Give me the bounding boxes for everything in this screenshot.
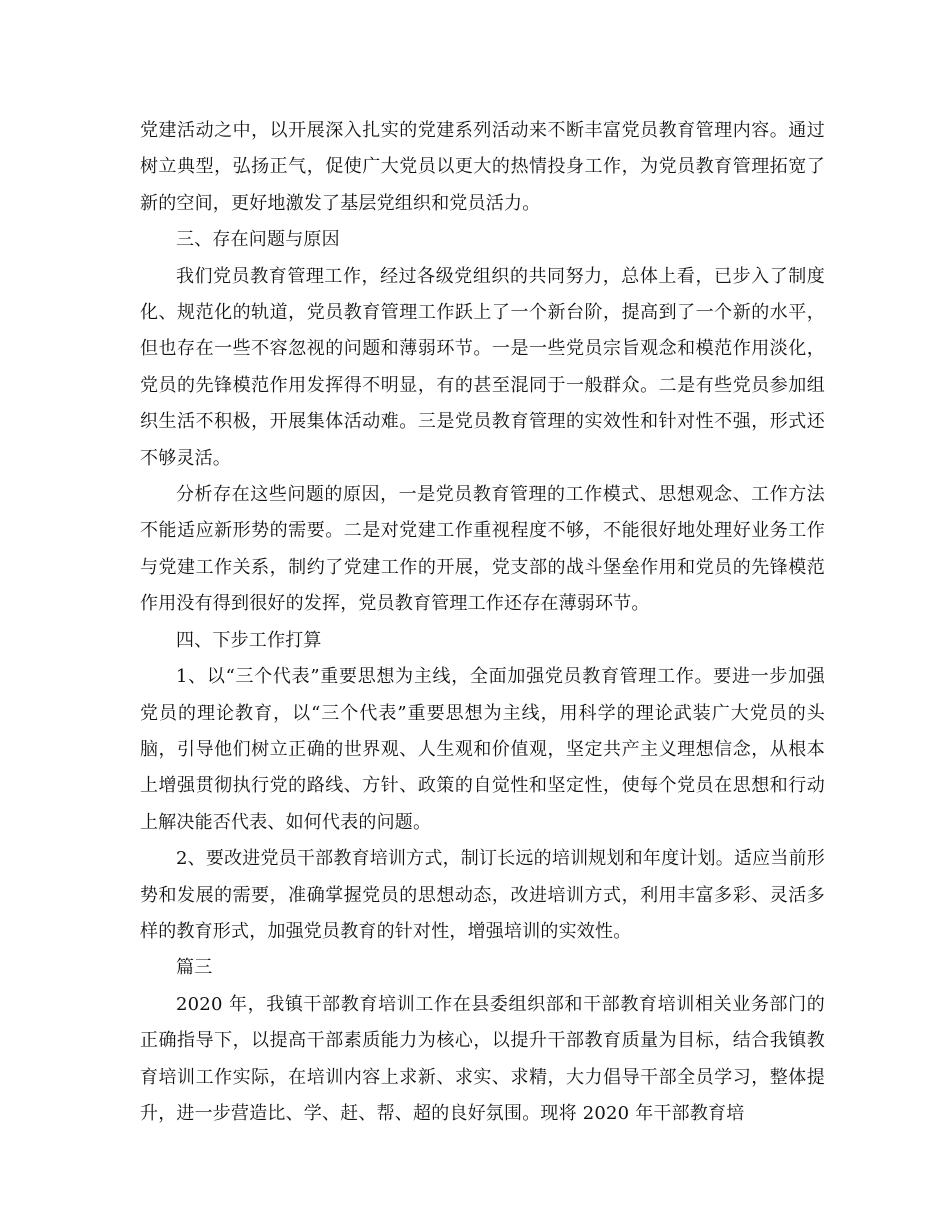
section-heading-problems: 三、存在问题与原因 [176, 229, 340, 251]
section-heading-next-steps: 四、下步工作打算 [176, 629, 322, 651]
paragraph-next-step-2: 2、要改进党员干部教育培训方式，制订长远的培训规划和年度计划。适应当前形势和发展的需要，准确掌握党员的思想动态，改进培训方式，利用丰富多彩、灵活多样的教育形式，加强党员教育的针对性，增强培训的实效性。 [140, 848, 825, 942]
paragraph-causes: 分析存在这些问题的原因，一是党员教育管理的工作模式、思想观念、工作方法不能适应新形势的需要。二是对党建工作重视程度不够，不能很好地处理好业务工作与党建工作关系，制约了党建工作的开展，党支部的战斗堡垒作用和党员的先锋模范作用没有得到很好的发挥，党员教育管理工作还存在薄弱环节。 [140, 484, 825, 615]
paragraph-2020-training: 2020 年，我镇干部教育培训工作在县委组织部和干部教育培训相关业务部门的正确指导下，以提高干部素质能力为核心，以提升干部教育质量为目标，结合我镇教育培训工作实际，在培训内容上求新、求实、求精，大力倡导干部全员学习，整体提升，进一步营造比、学、赶、帮、超的良好氛围。现将 2020 年干部教育培 [140, 993, 825, 1124]
paragraph-problems: 我们党员教育管理工作，经过各级党组织的共同努力，总体上看，已步入了制度化、规范化的轨道，党员教育管理工作跃上了一个新台阶，提高到了一个新的水平，但也存在一些不容忽视的问题和薄弱环节。一是一些党员宗旨观念和模范作用淡化，党员的先锋模范作用发挥得不明显，有的甚至混同于一般群众。二是有些党员参加组织生活不积极，开展集体活动难。三是党员教育管理的实效性和针对性不强，形式还不够灵活。 [140, 265, 825, 469]
paragraph-next-step-1: 1、以“三个代表”重要思想为主线，全面加强党员教育管理工作。要进一步加强党员的理论教育，以“三个代表”重要思想为主线，用科学的理论武装广大党员的头脑，引导他们树立正确的世界观、人生观和价值观，坚定共产主义理想信念，从根本上增强贯彻执行党的路线、方针、政策的自觉性和坚定性，使每个党员在思想和行动上解决能否代表、如何代表的问题。 [140, 666, 825, 833]
paragraph-continuation: 党建活动之中，以开展深入扎实的党建系列活动来不断丰富党员教育管理内容。通过树立典型，弘扬正气，促使广大党员以更大的热情投身工作，为党员教育管理拓宽了新的空间，更好地激发了基层党组织和党员活力。 [140, 120, 825, 214]
section-heading-part-three: 篇三 [176, 957, 213, 979]
document-body [140, 113, 825, 1132]
